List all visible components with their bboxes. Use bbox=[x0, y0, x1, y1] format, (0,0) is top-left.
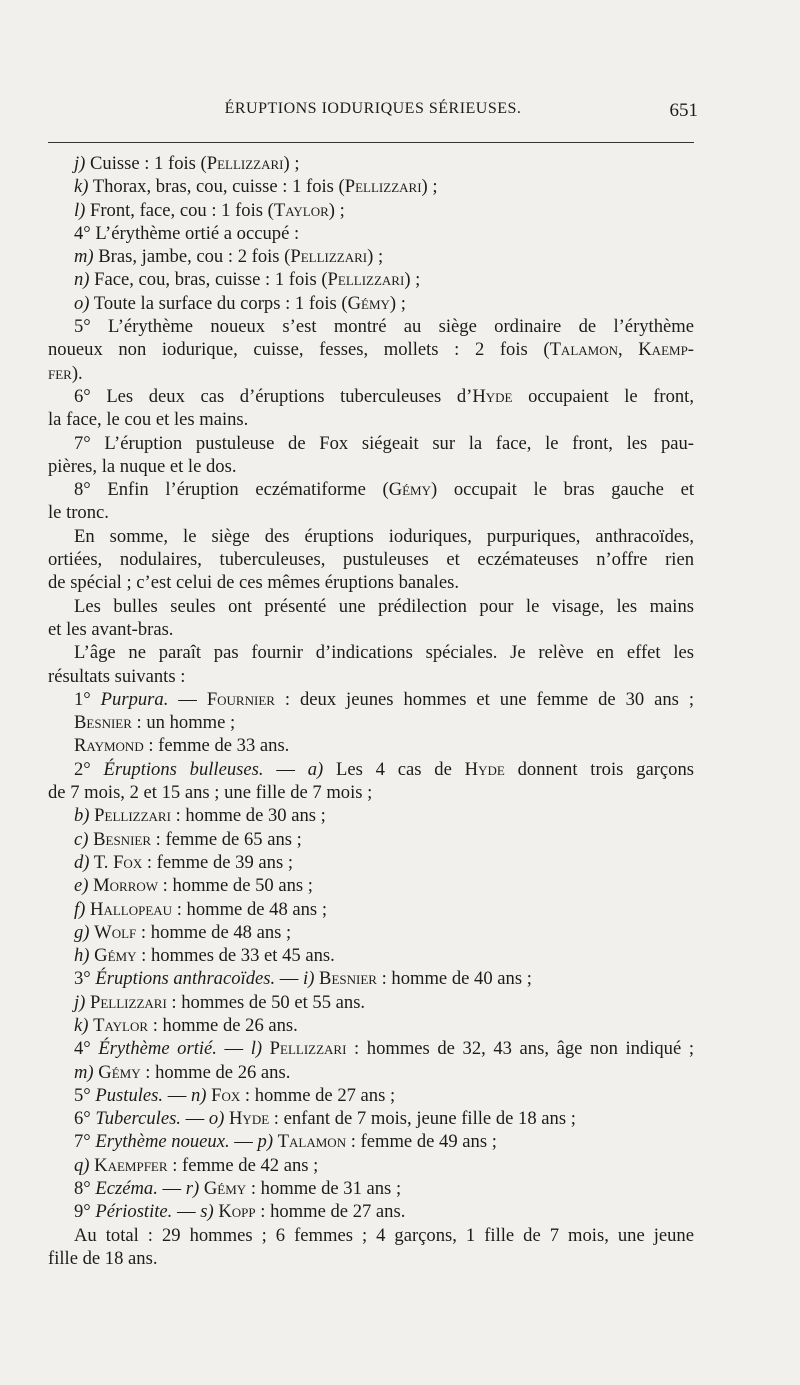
italic-term: Périostite. bbox=[95, 1201, 173, 1223]
text-segment: 6° Les deux cas d’éruptions tuberculeuses d’ bbox=[74, 385, 473, 407]
text-segment: Toute la surface du corps : 1 fois ( bbox=[89, 292, 348, 314]
text-segment: ) occupait le bras gauche et bbox=[431, 479, 694, 501]
text-segment: ) ; bbox=[283, 153, 300, 174]
page-number: 651 bbox=[669, 100, 698, 121]
author-name: Fox bbox=[113, 851, 143, 873]
italic-term: n) bbox=[74, 269, 90, 291]
text-line bbox=[48, 1130, 694, 1153]
author-name: Pellizzari bbox=[344, 176, 422, 198]
text-segment: : femme de 42 ans ; bbox=[167, 1154, 319, 1176]
text-segment: Les 4 cas de bbox=[323, 758, 465, 780]
text-line bbox=[48, 1014, 694, 1037]
text-line bbox=[48, 338, 694, 361]
author-name: Hyde bbox=[229, 1108, 270, 1130]
text-line bbox=[48, 501, 694, 524]
text-segment: 1° bbox=[74, 688, 101, 710]
text-segment: : femme de 65 ans ; bbox=[151, 828, 302, 850]
text-segment: : homme de 26 ans. bbox=[140, 1061, 291, 1083]
text-segment: 5° L’érythème noueux s’est montré au siège ordinaire de l’érythème bbox=[74, 316, 694, 338]
text-segment: Front, face, cou : 1 fois ( bbox=[85, 199, 274, 221]
text-line bbox=[48, 455, 694, 478]
author-name: Besnier bbox=[74, 712, 132, 734]
text-segment: : homme de 30 ans ; bbox=[170, 805, 326, 827]
text-line bbox=[48, 921, 694, 944]
italic-term: m) bbox=[74, 246, 94, 268]
text-segment: 3° bbox=[74, 968, 96, 990]
text-line bbox=[48, 641, 694, 664]
text-segment: : femme de 49 ans ; bbox=[346, 1131, 497, 1153]
author-name: Talamon bbox=[277, 1131, 347, 1153]
text-segment: occupaient le front, bbox=[512, 385, 694, 407]
text-line bbox=[48, 175, 694, 198]
italic-term: Éruptions bulleuses. bbox=[103, 758, 264, 780]
text-segment: 4° L’érythème ortié a occupé : bbox=[74, 222, 300, 244]
text-line bbox=[48, 315, 694, 338]
italic-term: k) bbox=[74, 176, 89, 198]
text-line bbox=[48, 688, 694, 711]
text-line bbox=[48, 268, 694, 291]
text-line bbox=[48, 478, 694, 501]
author-name: Kaempfer bbox=[94, 1154, 168, 1176]
text-line bbox=[48, 408, 694, 431]
text-segment: : homme de 31 ans ; bbox=[246, 1178, 402, 1200]
text-line bbox=[48, 874, 694, 897]
italic-term: k) bbox=[74, 1014, 89, 1036]
text-segment: Au total : 29 hommes ; 6 femmes ; 4 garçons, 1 fille de 7 mois, une jeune bbox=[74, 1224, 694, 1246]
text-segment: : hommes de 32, 43 ans, âge non indiqué ; bbox=[346, 1038, 694, 1060]
italic-term: Tubercules. bbox=[95, 1108, 181, 1130]
text-line bbox=[48, 152, 694, 175]
text-line bbox=[48, 734, 694, 757]
text-segment: fille de 18 ans. bbox=[48, 1247, 158, 1269]
italic-term: n) bbox=[190, 1084, 207, 1106]
text-segment: ) ; bbox=[421, 176, 438, 198]
text-segment: résultats suivants : bbox=[48, 665, 186, 687]
text-line bbox=[48, 1037, 694, 1060]
text-segment: 2° bbox=[74, 758, 104, 780]
text-segment: : homme de 40 ans ; bbox=[376, 968, 532, 990]
italic-term: i) bbox=[303, 968, 315, 990]
text-segment: pières, la nuque et le dos. bbox=[48, 455, 237, 477]
text-segment: 4° bbox=[74, 1038, 99, 1060]
text-line bbox=[48, 548, 694, 571]
running-title: ÉRUPTIONS IODURIQUES SÉRIEUSES. bbox=[224, 100, 522, 117]
author-name: Pellizzari bbox=[90, 991, 167, 1013]
text-segment: Les bulles seules ont présenté une prédilection pour le visage, les mains bbox=[74, 595, 694, 617]
text-segment: Thorax, bras, cou, cuisse : 1 fois ( bbox=[88, 176, 345, 198]
text-line bbox=[48, 1200, 694, 1223]
author-name: Besnier bbox=[93, 828, 152, 850]
text-segment: : femme de 33 ans. bbox=[143, 735, 290, 757]
text-line bbox=[48, 804, 694, 827]
text-line bbox=[48, 199, 694, 222]
italic-term: d) bbox=[74, 851, 90, 873]
italic-term: Érythème ortié. bbox=[98, 1038, 217, 1060]
author-name: Talamon, Kaemp- bbox=[549, 339, 694, 361]
text-segment: 8° Enfin l’éruption eczématiforme ( bbox=[74, 479, 389, 501]
text-line bbox=[48, 595, 694, 618]
text-line bbox=[48, 1177, 694, 1200]
author-name: Gémy bbox=[347, 292, 390, 314]
author-name: Hyde bbox=[472, 385, 513, 407]
text-line bbox=[48, 525, 694, 548]
page-header bbox=[48, 100, 698, 128]
text-line bbox=[48, 898, 694, 921]
text-segment: — bbox=[163, 1084, 191, 1106]
text-line bbox=[48, 781, 694, 804]
author-name: Morrow bbox=[93, 875, 159, 897]
text-segment: le tronc. bbox=[48, 502, 109, 524]
italic-term: r) bbox=[185, 1178, 200, 1200]
italic-term: g) bbox=[74, 921, 90, 943]
italic-term: s) bbox=[200, 1201, 214, 1223]
text-line bbox=[48, 851, 694, 874]
text-segment: 6° bbox=[74, 1108, 96, 1130]
text-segment: L’âge ne paraît pas fournir d’indications spéciales. Je relève en effet les bbox=[74, 642, 694, 664]
italic-term: l) bbox=[250, 1038, 263, 1060]
text-segment: 8° bbox=[74, 1178, 96, 1200]
text-line bbox=[48, 828, 694, 851]
italic-term: a) bbox=[307, 758, 324, 780]
text-segment: Face, cou, bras, cuisse : 1 fois ( bbox=[89, 269, 328, 291]
text-segment: 7° L’éruption pustuleuse de Fox siégeait sur la face, le front, les pau- bbox=[74, 432, 694, 454]
italic-term: f) bbox=[74, 898, 86, 920]
author-name: Pellizzari bbox=[327, 269, 405, 291]
text-line bbox=[48, 432, 694, 455]
text-segment: de 7 mois, 2 et 15 ans ; une fille de 7 mois ; bbox=[48, 782, 373, 804]
author-name: Pellizzari bbox=[94, 805, 171, 827]
text-segment: 5° bbox=[74, 1084, 96, 1106]
text-segment bbox=[262, 1038, 270, 1059]
text-segment: : homme de 26 ans. bbox=[148, 1014, 298, 1036]
italic-term: p) bbox=[257, 1131, 274, 1153]
italic-term: Éruptions anthracoïdes. bbox=[95, 968, 276, 990]
author-name: Pellizzari bbox=[290, 246, 368, 268]
text-line bbox=[48, 1247, 694, 1270]
text-segment: Cuisse : 1 fois ( bbox=[85, 153, 207, 174]
author-name: Kopp bbox=[218, 1201, 256, 1223]
text-line bbox=[48, 758, 694, 781]
text-segment: de spécial ; c’est celui de ces mêmes éruptions banales. bbox=[48, 572, 459, 594]
italic-term: o) bbox=[74, 292, 90, 314]
author-name: fer bbox=[48, 362, 72, 384]
text-segment: ). bbox=[71, 362, 83, 384]
text-segment: : homme de 48 ans ; bbox=[172, 898, 327, 920]
author-name: Hallopeau bbox=[90, 898, 173, 920]
author-name: Hyde bbox=[464, 758, 505, 780]
text-segment: — bbox=[229, 1131, 258, 1153]
text-line bbox=[48, 292, 694, 315]
text-segment: 9° bbox=[74, 1201, 96, 1223]
text-line bbox=[48, 1107, 694, 1130]
author-name: Pellizzari bbox=[206, 153, 284, 174]
italic-term: Erythème noueux. bbox=[95, 1131, 230, 1153]
text-segment: et les avant-bras. bbox=[48, 618, 174, 640]
text-line bbox=[48, 222, 694, 245]
text-line bbox=[48, 1154, 694, 1177]
text-line bbox=[48, 1084, 694, 1107]
text-segment: : femme de 39 ans ; bbox=[142, 851, 293, 873]
author-name: Pellizzari bbox=[269, 1038, 347, 1060]
text-line bbox=[48, 967, 694, 990]
text-segment: ) ; bbox=[367, 246, 384, 268]
italic-term: Eczéma. bbox=[95, 1178, 158, 1200]
text-segment: : homme de 48 ans ; bbox=[136, 921, 292, 943]
italic-term: Purpura. bbox=[100, 688, 169, 710]
text-segment: ) ; bbox=[328, 199, 345, 221]
text-segment: — bbox=[157, 1178, 186, 1200]
author-name: Gémy bbox=[203, 1178, 247, 1200]
text-line bbox=[48, 571, 694, 594]
text-segment: — bbox=[263, 758, 308, 780]
author-name: Besnier bbox=[319, 968, 377, 990]
italic-term: q) bbox=[74, 1154, 90, 1176]
text-segment: ) ; bbox=[404, 269, 421, 291]
text-segment: — bbox=[172, 1201, 201, 1223]
text-line bbox=[48, 991, 694, 1014]
author-name: Gémy bbox=[388, 479, 432, 501]
text-segment: Bras, jambe, cou : 2 fois ( bbox=[93, 246, 291, 268]
text-line bbox=[48, 711, 694, 734]
text-segment: : homme de 27 ans. bbox=[255, 1201, 406, 1223]
author-name: Raymond bbox=[74, 735, 144, 757]
italic-term: h) bbox=[74, 945, 90, 967]
italic-term: e) bbox=[74, 875, 89, 897]
author-name: Fox bbox=[211, 1084, 241, 1106]
text-segment: : homme de 27 ans ; bbox=[240, 1084, 396, 1106]
text-line bbox=[48, 944, 694, 967]
text-segment: — bbox=[168, 688, 207, 710]
author-name: Taylor bbox=[93, 1014, 149, 1036]
text-segment: — bbox=[180, 1108, 209, 1130]
text-line bbox=[48, 665, 694, 688]
italic-term: l) bbox=[74, 199, 86, 221]
text-line bbox=[48, 362, 694, 385]
text-segment: : un homme ; bbox=[131, 712, 236, 734]
text-segment: : homme de 50 ans ; bbox=[158, 875, 313, 897]
text-segment: — bbox=[216, 1038, 251, 1060]
text-segment: 7° bbox=[74, 1131, 96, 1153]
italic-term: j) bbox=[74, 991, 86, 1013]
text-line bbox=[48, 1224, 694, 1247]
text-segment: : deux jeunes hommes et une femme de 30 ans ; bbox=[274, 688, 695, 710]
text-segment: : hommes de 33 et 45 ans. bbox=[136, 945, 335, 967]
italic-term: c) bbox=[74, 828, 89, 850]
author-name: Taylor bbox=[273, 199, 329, 221]
text-segment: : enfant de 7 mois, jeune fille de 18 ans ; bbox=[269, 1108, 576, 1130]
text-line bbox=[48, 385, 694, 408]
text-segment: — bbox=[275, 968, 304, 990]
body-text bbox=[48, 152, 694, 1270]
text-segment: ortiées, nodulaires, tuberculeuses, pustuleuses et eczémateuses n’offre rien bbox=[48, 549, 694, 571]
author-name: Wolf bbox=[94, 921, 137, 943]
text-segment: En somme, le siège des éruptions ioduriques, purpuriques, anthracoïdes, bbox=[74, 525, 694, 547]
text-segment: donnent trois garçons bbox=[504, 758, 694, 780]
author-name: Gémy bbox=[94, 945, 137, 967]
text-segment: : hommes de 50 et 55 ans. bbox=[166, 991, 366, 1013]
italic-term: o) bbox=[208, 1108, 225, 1130]
text-segment: ) ; bbox=[389, 292, 406, 314]
text-segment: noueux non iodurique, cuisse, fesses, mollets : 2 fois ( bbox=[48, 339, 550, 361]
author-name: Fournier bbox=[206, 688, 275, 710]
text-segment: la face, le cou et les mains. bbox=[48, 409, 249, 431]
text-line bbox=[48, 245, 694, 268]
text-line bbox=[48, 618, 694, 641]
header-rule bbox=[48, 142, 694, 143]
italic-term: Pustules. bbox=[95, 1084, 164, 1106]
text-segment: T. bbox=[89, 851, 114, 873]
text-line bbox=[48, 1061, 694, 1084]
italic-term: b) bbox=[74, 805, 90, 827]
italic-term: m) bbox=[74, 1061, 94, 1083]
italic-term: j) bbox=[74, 153, 86, 174]
author-name: Gémy bbox=[98, 1061, 141, 1083]
